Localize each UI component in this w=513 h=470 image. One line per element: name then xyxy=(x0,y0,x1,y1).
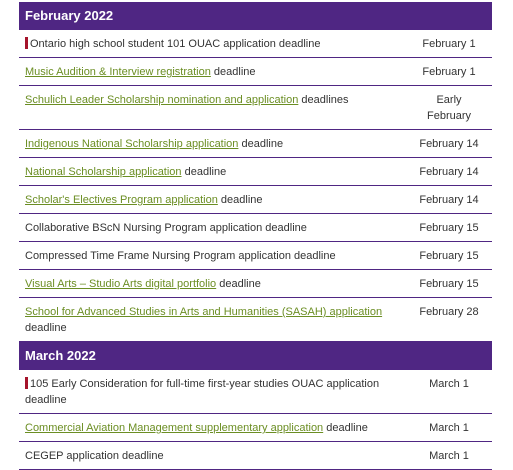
deadline-date: February 1 xyxy=(422,66,476,78)
table-row: Ontario high school student 101 OUAC application deadline February 1 xyxy=(19,30,492,58)
deadline-date: February 14 xyxy=(419,166,479,178)
scholars-electives-link[interactable]: Scholar's Electives Program application xyxy=(25,194,218,206)
aviation-management-link[interactable]: Commercial Aviation Management supplementary application xyxy=(25,422,324,434)
bookmark-icon xyxy=(25,377,28,389)
visual-arts-portfolio-link[interactable]: Visual Arts – Studio Arts digital portfolio xyxy=(25,278,217,290)
table-row: Scholar's Electives Program application deadline February 14 xyxy=(19,186,492,214)
table-row: Compressed Time Frame Nursing Program application deadline February 15 xyxy=(19,242,492,270)
section-header-february: February 2022 xyxy=(19,2,492,30)
deadline-date: Early February xyxy=(426,94,472,122)
table-row: Collaborative BScN Nursing Program application deadline February 15 xyxy=(19,214,492,242)
deadline-date: February 15 xyxy=(419,250,479,262)
music-audition-link[interactable]: Music Audition & Interview registration xyxy=(25,66,211,78)
table-row: Indigenous National Scholarship application deadline February 14 xyxy=(19,130,492,158)
deadline-date: February 14 xyxy=(419,194,479,206)
deadline-date: February 1 xyxy=(422,38,476,50)
table-row: Commercial Aviation Management supplementary application deadline March 1 xyxy=(19,414,492,442)
deadline-date: March 1 xyxy=(429,422,469,434)
deadline-date: February 15 xyxy=(419,222,479,234)
table-row: Visual Arts – Studio Arts digital portfolio deadline February 15 xyxy=(19,270,492,298)
table-row: 105 Early Consideration for full-time first-year studies OUAC application deadline March 1 xyxy=(19,370,492,414)
table-row: Schulich Leader Scholarship nomination and application deadlines Early February xyxy=(19,86,492,130)
indigenous-scholarship-link[interactable]: Indigenous National Scholarship application xyxy=(25,138,239,150)
sasah-application-link[interactable]: School for Advanced Studies in Arts and Humanities (SASAH) application xyxy=(25,306,383,318)
deadline-date: February 14 xyxy=(419,138,479,150)
table-row: School for Advanced Studies in Arts and Humanities (SASAH) application deadline February 28 xyxy=(19,298,492,342)
table-row: CEGEP application deadline March 1 xyxy=(19,442,492,470)
bookmark-icon xyxy=(25,37,28,49)
table-row: National Scholarship application deadline February 14 xyxy=(19,158,492,186)
deadline-date: February 15 xyxy=(419,278,479,290)
national-scholarship-link[interactable]: National Scholarship application xyxy=(25,166,182,178)
section-header-march: March 2022 xyxy=(19,342,492,370)
schulich-leader-link[interactable]: Schulich Leader Scholarship nomination and application xyxy=(25,94,299,106)
deadline-date: March 1 xyxy=(429,378,469,390)
table-row: Music Audition & Interview registration deadline February 1 xyxy=(19,58,492,86)
deadline-table xyxy=(19,2,492,470)
deadline-date: February 28 xyxy=(419,306,479,318)
deadline-date: March 1 xyxy=(429,450,469,462)
